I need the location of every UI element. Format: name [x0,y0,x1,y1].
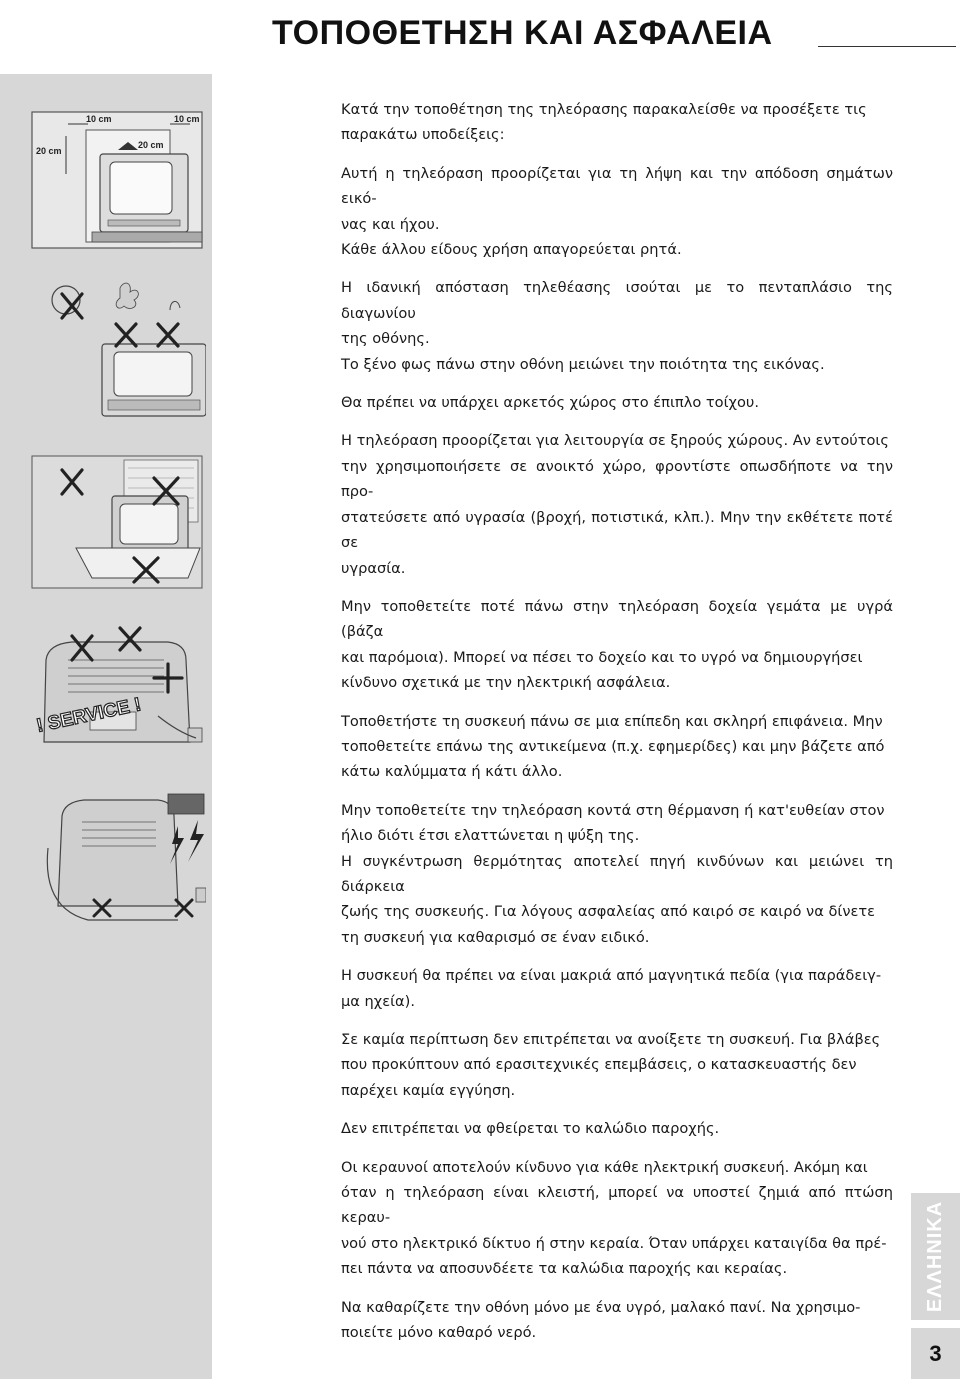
paragraph-dry-rooms: Η τηλεόραση προορίζεται για λειτουργία σε ξηρούς χώρους. Αν εντούτοις την χρησιμοποιήσετε σε ανοικτό χώρο, φροντίστε οπωσδήποτε να την προ- στατεύσετε από υγρασία (βροχή, ποτιστικά, κλπ.). Μην την εκθέτετε ποτέ σε υγρασία. [341,432,893,577]
page-number: 3 [929,1340,942,1366]
page-title: ΤΟΠΟΘΕΤΗΣΗ ΚΑΙ ΑΣΦΑΛΕΙΑ [272,14,773,52]
figure-outdoor [28,452,206,592]
paragraph-cleaning: Να καθαρίζετε την οθόνη μόνο με ένα υγρό, μαλακό πανί. Να χρησιμο- ποιείτε μόνο καθαρό νερό. [341,1298,861,1342]
paragraph-cabinet-space: Θα πρέπει να υπάρχει αρκετός χώρος στο έπιπλο τοίχου. [341,394,759,412]
title-rule [818,46,956,47]
figure-clearance [28,108,206,253]
service-label: ! SERVICE ! [34,694,143,737]
paragraph-surface: Τοποθετήστε τη συσκευή πάνω σε μια επίπεδη και σκληρή επιφάνεια. Μην τοποθετείτε επάνω της αντικείμενα (π.χ. εφημερίδες) και μην βάζετε από κάτω καλύμματα ή κάτι άλλο. [341,712,885,781]
paragraph-power-cable: Δεν επιτρέπεται να φθείρεται το καλώδιο παροχής. [341,1120,720,1138]
figure-service [28,620,206,760]
paragraph-intro: Κατά την τοποθέτηση της τηλεόρασης παρακαλείσθε να προσέξετε τις παρακάτω υποδείξεις: [341,101,867,144]
paragraph-liquids: Μην τοποθετείτε ποτέ πάνω στην τηλεόραση δοχεία γεμάτα με υγρά (βάζα και παρόμοια). Μπορεί να πέσει το δοχείο και το υγρό να δημιουργήσει κίνδυνο σχετικά με την ηλεκτρική ασφάλεια. [341,597,893,692]
body-text [341,97,893,1358]
outdoor-illustration [28,452,206,592]
objects-illustration [28,278,206,418]
clearance-illustration [28,108,206,253]
paragraph-intended-use: Αυτή η τηλεόραση προορίζεται για τη λήψη και την απόδοση σημάτων εικό- νας και ήχου. Κάθε άλλου είδους χρήση απαγορεύεται ρητά. [341,164,893,259]
label-top-gap: 20 cm [138,140,164,150]
label-side-right: 10 cm [174,114,200,124]
language-tab [911,1193,960,1320]
lightning-illustration [28,788,206,928]
paragraph-heat: Μην τοποθετείτε την τηλεόραση κοντά στη θέρμανση ή κατ'ευθείαν στον ήλιο διότι έτσι ελαττώνεται η ψύξη της. Η συγκέντρωση θερμότητας αποτελεί πηγή κινδύνων και μειώνει τη διάρκεια ζωής της συσκευής. Για λόγους ασφαλείας από καιρό σε καιρό να δίνετε τη συσκευή για καθαρισμό σε έναν ειδικό. [341,801,893,946]
paragraph-do-not-open: Σε καμία περίπτωση δεν επιτρέπεται να ανοίξετε τη συσκευή. Για βλάβες που προκύπτουν από ερασιτεχνικές επεμβάσεις, ο κατασκευαστής δεν παρέχει καμία εγγύηση. [341,1031,881,1099]
figure-lightning [28,788,206,928]
label-back-gap: 20 cm [36,146,62,156]
paragraph-viewing-distance: Η ιδανική απόσταση τηλεθέασης ισούται με το πενταπλάσιο της διαγωνίου της οθόνης. Το ξένο φως πάνω στην οθόνη μειώνει την ποιότητα της εικόνας. [341,279,893,373]
page-number-box [911,1328,960,1379]
label-side-left: 10 cm [86,114,112,124]
paragraph-lightning: Οι κεραυνοί αποτελούν κίνδυνο για κάθε ηλεκτρική συσκευή. Ακόμη και όταν η τηλεόραση είναι κλειστή, μπορεί να υποστεί ζημιά από πτώση κεραυ- νού στο ηλεκτρικό δίκτυο ή στην κεραία. Όταν υπάρχει καταιγίδα θα πρέ- πει πάντα να αποσυνδέετε τα καλώδια παροχής και κεραίας. [341,1158,893,1278]
service-illustration [28,620,206,760]
figure-objects-on-top [28,278,206,418]
language-tab-label: ΕΛΛΗΝΙΚΑ [924,1200,947,1313]
paragraph-magnetic: Η συσκευή θα πρέπει να είναι μακριά από μαγνητικά πεδία (για παράδειγ- μα ηχεία). [341,967,882,1010]
